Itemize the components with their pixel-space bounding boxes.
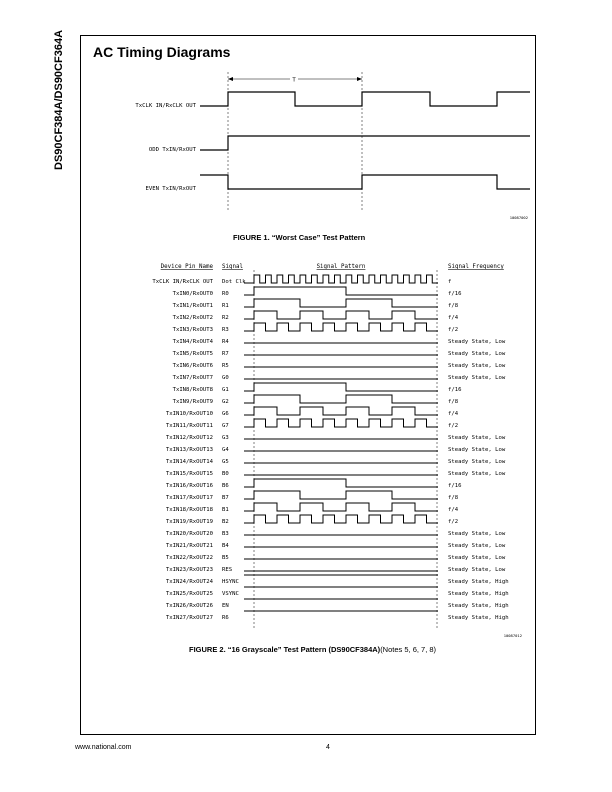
period-label: T [292,77,296,84]
page-number: 4 [326,744,330,751]
figure2-signal-label: B0 [222,471,229,477]
figure2-frequency-label: f/8 [448,495,459,501]
figure2-pin-label: TxIN9/RxOUT9 [172,399,213,405]
figure2-waveform [244,515,438,523]
figure1-caption: FIGURE 1. “Worst Case” Test Pattern [233,233,366,242]
side-title: DS90CF384A/DS90CF364A [53,29,65,170]
header-signal: Signal [222,264,243,270]
figure2-pin-label: TxIN5/RxOUT5 [172,351,213,357]
figure2-pin-label: TxIN15/RxOUT15 [165,471,213,477]
figure2-frequency-label: f/2 [448,519,459,525]
figure2-waveform [244,323,438,331]
figure2-frequency-label: Steady State, Low [448,567,506,573]
figure2-waveform [244,311,438,319]
header-pin: Device Pin Name [160,264,213,270]
figure2-frequency-label: Steady State, Low [448,531,506,537]
figure2-id: 10087012 [503,633,522,638]
figure1-signal-label: EVEN TxIN/RxOUT [145,186,196,192]
figure1-waveform [200,175,530,189]
figure2-pin-label: TxIN19/RxOUT19 [165,519,213,525]
figure2-signal-label: G2 [222,399,229,405]
figure2-frequency-label: f/16 [448,387,462,393]
figure2-signal-label: R2 [222,315,229,321]
figure2-pin-label: TxIN6/RxOUT6 [172,363,213,369]
figure2-caption [189,645,436,654]
figure2-pin-label: TxIN8/RxOUT8 [172,387,213,393]
figure2-caption-title: FIGURE 2. “16 Grayscale” Test Pattern (DS90CF384A) [189,645,381,654]
figure2-signal-label: HSYNC [222,579,239,585]
figure2-frequency-label: Steady State, Low [448,375,506,381]
figure2-frequency-label: Steady State, High [448,579,509,585]
figure2-waveform [244,491,438,499]
figure2-frequency-label: Steady State, Low [448,543,506,549]
figure2-waveforms [0,255,612,638]
figure2-frequency-label: Steady State, Low [448,363,506,369]
figure2-pin-label: TxIN11/RxOUT11 [165,423,213,429]
figure2-waveform [244,479,438,487]
figure2-frequency-label: Steady State, Low [448,459,506,465]
figure2-pin-label: TxIN22/RxOUT22 [165,555,213,561]
figure2-signal-label: G0 [222,375,229,381]
figure2-frequency-label: f/16 [448,483,462,489]
figure2-waveform [244,275,438,283]
figure2-signal-label: R5 [222,363,229,369]
figure2-frequency-label: Steady State, Low [448,471,506,477]
figure2-signal-label: B4 [222,543,229,549]
figure2-caption-notes: (Notes 5, 6, 7, 8) [380,645,437,654]
header-frequency: Signal Frequency [448,264,504,270]
figure2-signal-label: B3 [222,531,229,537]
figure2-pin-label: TxIN7/RxOUT7 [172,375,213,381]
figure2-pin-label: TxIN10/RxOUT10 [165,411,213,417]
figure2-frequency-label: Steady State, High [448,591,509,597]
figure2-frequency-label: f/4 [448,411,459,417]
figure2-frequency-label: Steady State, High [448,603,509,609]
figure2-frequency-label: f/2 [448,327,459,333]
figure2-signal-label: Dot Clk [222,279,246,285]
figure2-frequency-label: f/2 [448,423,459,429]
figure2-frequency-label: Steady State, Low [448,435,506,441]
figure2-frequency-label: Steady State, High [448,615,509,621]
figure2-waveform [244,395,438,403]
figure2-signal-label: B2 [222,519,229,525]
figure2-signal-label: B5 [222,555,229,561]
figure2-signal-label: G3 [222,435,229,441]
figure2-waveform [244,407,438,415]
figure2-pin-label: TxIN27/RxOUT27 [165,615,213,621]
figure2-pin-label: TxIN24/RxOUT24 [165,579,213,585]
figure2-signal-label: G4 [222,447,229,453]
figure2-pin-label: TxIN26/RxOUT26 [165,603,213,609]
figure2-pin-label: TxIN17/RxOUT17 [165,495,213,501]
figure2-frequency-label: f/4 [448,507,459,513]
figure2-signal-label: R4 [222,339,229,345]
figure2-pin-label: TxIN2/RxOUT2 [172,315,213,321]
figure2-signal-label: R3 [222,327,229,333]
figure1-signal-label: ODD TxIN/RxOUT [148,147,196,153]
figure2-signal-label: B1 [222,507,229,513]
figure2-signal-label: B7 [222,495,229,501]
figure1-waveform [200,92,530,106]
figure2-signal-label: RES [222,567,233,573]
figure2-waveform [244,299,438,307]
figure2-signal-label: R6 [222,615,229,621]
figure2-pin-label: TxIN4/RxOUT4 [172,339,213,345]
period-arrow-left-head [228,77,233,81]
figure2-pin-label: TxIN16/RxOUT16 [165,483,213,489]
figure2-signal-label: R1 [222,303,229,309]
figure1-signal-label: TxCLK IN/RxCLK OUT [135,103,196,109]
figure2-frequency-label: f/8 [448,303,459,309]
figure2-pin-label: TxIN21/RxOUT21 [165,543,213,549]
figure2-signal-label: R7 [222,351,229,357]
figure2-waveform [244,419,438,427]
figure2-pin-label: TxIN14/RxOUT14 [165,459,213,465]
figure2-frequency-label: Steady State, Low [448,555,506,561]
figure2-pin-label: TxCLK IN/RxCLK OUT [152,279,213,285]
figure2-frequency-label: f/8 [448,399,459,405]
figure2-waveform [244,383,438,391]
figure2-waveform [244,287,438,295]
figure2-pin-label: TxIN0/RxOUT0 [172,291,213,297]
figure2-pin-label: TxIN20/RxOUT20 [165,531,213,537]
footer-url[interactable]: www.national.com [75,744,132,751]
figure2-signal-label: G1 [222,387,229,393]
figure2-pin-label: TxIN25/RxOUT25 [165,591,213,597]
figure2-signal-label: VSYNC [222,591,239,597]
figure2-pin-label: TxIN13/RxOUT13 [165,447,213,453]
figure2-signal-label: G7 [222,423,229,429]
figure2-signal-label: B6 [222,483,229,489]
figure2-pin-label: TxIN18/RxOUT18 [165,507,213,513]
figure1-waveform [200,136,530,150]
figure2-signal-label: G6 [222,411,229,417]
figure2-waveform [244,503,438,511]
figure2-signal-label: EN [222,603,229,609]
figure2-frequency-label: Steady State, Low [448,339,506,345]
figure2-pin-label: TxIN23/RxOUT23 [165,567,213,573]
figure1-id: 10087002 [509,215,528,220]
header-pattern: Signal Pattern [316,264,366,270]
figure2-pin-label: TxIN3/RxOUT3 [172,327,213,333]
figure2-frequency-label: Steady State, Low [448,351,506,357]
figure2-frequency-label: f [448,279,452,285]
figure2-pin-label: TxIN12/RxOUT12 [165,435,213,441]
figure2-pin-label: TxIN1/RxOUT1 [172,303,213,309]
period-arrow-right-head [357,77,362,81]
figure2-signal-label: G5 [222,459,229,465]
figure2-signal-label: R0 [222,291,229,297]
figure2-frequency-label: f/16 [448,291,462,297]
figure1-waveforms [0,0,612,230]
figure2-frequency-label: f/4 [448,315,459,321]
figure2-frequency-label: Steady State, Low [448,447,506,453]
section-title: AC Timing Diagrams [93,44,231,60]
